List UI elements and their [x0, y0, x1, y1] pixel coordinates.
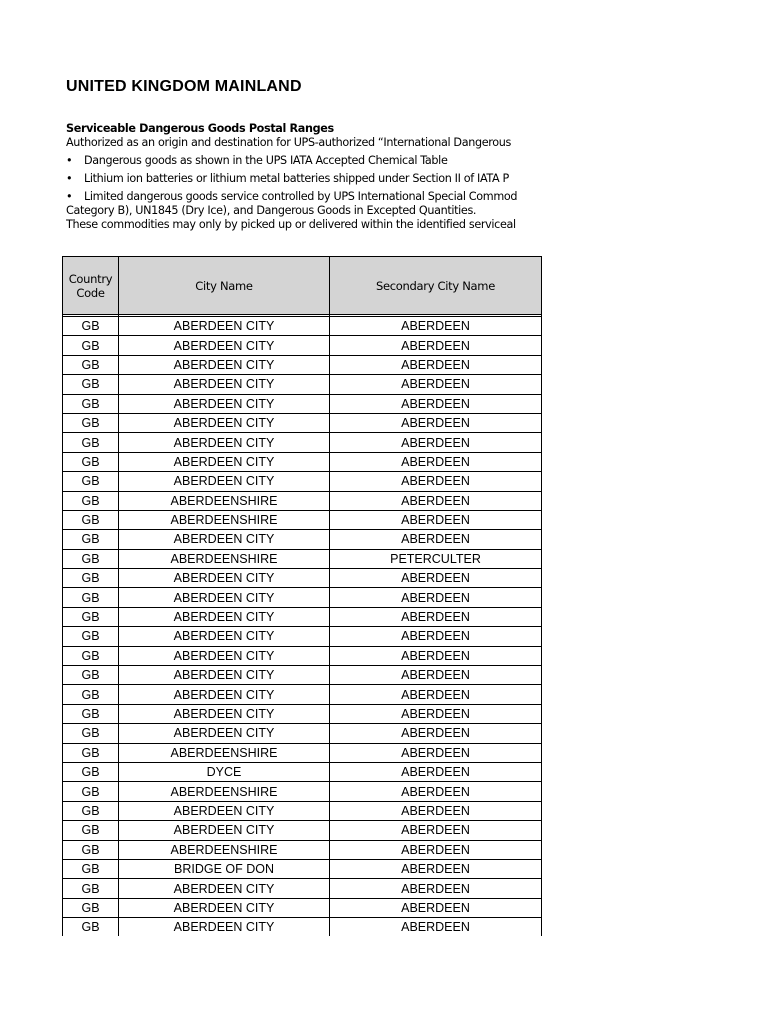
page-title: UNITED KINGDOM MAINLAND: [66, 78, 302, 95]
cell-country-code: GB: [63, 452, 119, 471]
cell-country-code: GB: [63, 491, 119, 510]
cell-city-name: ABERDEENSHIRE: [119, 782, 330, 801]
cell-country-code: GB: [63, 840, 119, 859]
table-row: [63, 762, 543, 781]
cell-secondary-city-name: ABERDEEN: [330, 569, 542, 588]
cell-secondary-city-name: ABERDEEN: [330, 859, 542, 878]
table-row: [63, 472, 543, 491]
cell-country-code: GB: [63, 569, 119, 588]
table-row: [63, 336, 543, 355]
cell-next-column: [542, 821, 543, 840]
cell-next-column: [542, 336, 543, 355]
table-row: [63, 627, 543, 646]
cell-next-column: [542, 859, 543, 878]
cell-next-column: [542, 549, 543, 568]
table-row: [63, 724, 543, 743]
cell-next-column: [542, 627, 543, 646]
cell-secondary-city-name: ABERDEEN: [330, 879, 542, 898]
table-row: [63, 918, 543, 936]
intro-bullet-2: [66, 172, 542, 186]
cell-next-column: [542, 569, 543, 588]
cell-city-name: ABERDEEN CITY: [119, 472, 330, 491]
cell-secondary-city-name: ABERDEEN: [330, 782, 542, 801]
table-row: [63, 491, 543, 510]
cell-secondary-city-name: ABERDEEN: [330, 840, 542, 859]
cell-city-name: ABERDEEN CITY: [119, 355, 330, 374]
cell-country-code: GB: [63, 355, 119, 374]
table-row: [63, 859, 543, 878]
table-row: [63, 898, 543, 917]
cell-country-code: GB: [63, 413, 119, 432]
header-secondary-city-name: Secondary City Name: [330, 257, 542, 315]
table-row: [63, 840, 543, 859]
cell-secondary-city-name: ABERDEEN: [330, 413, 542, 432]
table-row: [63, 510, 543, 529]
cell-next-column: [542, 375, 543, 394]
cell-next-column: [542, 666, 543, 685]
cell-city-name: ABERDEEN CITY: [119, 724, 330, 743]
cell-next-column: [542, 355, 543, 374]
cell-next-column: [542, 317, 543, 336]
table-row: [63, 355, 543, 374]
cell-city-name: ABERDEEN CITY: [119, 821, 330, 840]
cell-country-code: GB: [63, 375, 119, 394]
cell-next-column: [542, 685, 543, 704]
intro-heading: Serviceable Dangerous Goods Postal Ranges: [66, 122, 334, 135]
cell-secondary-city-name: ABERDEEN: [330, 336, 542, 355]
cell-country-code: GB: [63, 510, 119, 529]
cell-secondary-city-name: ABERDEEN: [330, 801, 542, 820]
cell-next-column: [542, 782, 543, 801]
cell-city-name: ABERDEEN CITY: [119, 530, 330, 549]
cell-next-column: [542, 743, 543, 762]
cell-city-name: ABERDEEN CITY: [119, 336, 330, 355]
cell-city-name: ABERDEEN CITY: [119, 588, 330, 607]
cell-secondary-city-name: ABERDEEN: [330, 898, 542, 917]
postal-range-table-container: [62, 256, 542, 936]
cell-city-name: ABERDEEN CITY: [119, 375, 330, 394]
cell-secondary-city-name: ABERDEEN: [330, 724, 542, 743]
cell-secondary-city-name: ABERDEEN: [330, 530, 542, 549]
cell-country-code: GB: [63, 549, 119, 568]
cell-country-code: GB: [63, 607, 119, 626]
cell-city-name: ABERDEENSHIRE: [119, 840, 330, 859]
table-body: [63, 315, 543, 937]
cell-country-code: GB: [63, 685, 119, 704]
cell-country-code: GB: [63, 801, 119, 820]
cell-secondary-city-name: ABERDEEN: [330, 646, 542, 665]
cell-next-column: [542, 724, 543, 743]
cell-city-name: ABERDEEN CITY: [119, 879, 330, 898]
cell-country-code: GB: [63, 782, 119, 801]
table-row: [63, 704, 543, 723]
cell-next-column: [542, 510, 543, 529]
cell-secondary-city-name: ABERDEEN: [330, 472, 542, 491]
table-row: [63, 317, 543, 336]
intro-continuation: Category B), UN1845 (Dry Ice), and Dangerous Goods in Excepted Quantities.: [66, 204, 477, 217]
cell-city-name: ABERDEEN CITY: [119, 452, 330, 471]
cell-next-column: [542, 413, 543, 432]
table-row: [63, 782, 543, 801]
cell-city-name: ABERDEEN CITY: [119, 317, 330, 336]
cell-secondary-city-name: ABERDEEN: [330, 743, 542, 762]
bullet-2-text: Lithium ion batteries or lithium metal batteries shipped under Section II of IATA P: [84, 172, 509, 185]
intro-note: These commodities may only by picked up or delivered within the identified serviceal: [66, 218, 516, 231]
postal-range-table: [62, 256, 542, 936]
header-country-code: Country Code: [63, 257, 119, 315]
cell-secondary-city-name: ABERDEEN: [330, 666, 542, 685]
bullet-1-text: Dangerous goods as shown in the UPS IATA Accepted Chemical Table: [84, 154, 448, 167]
cell-secondary-city-name: ABERDEEN: [330, 510, 542, 529]
cell-country-code: GB: [63, 704, 119, 723]
cell-city-name: ABERDEEN CITY: [119, 918, 330, 936]
intro-authorized-text: Authorized as an origin and destination for UPS-authorized “International Dangerous: [66, 136, 511, 149]
table-row: [63, 569, 543, 588]
cell-country-code: GB: [63, 762, 119, 781]
cell-next-column: [542, 918, 543, 936]
table-row: [63, 433, 543, 452]
cell-country-code: GB: [63, 646, 119, 665]
cell-next-column: [542, 433, 543, 452]
cell-secondary-city-name: ABERDEEN: [330, 918, 542, 936]
cell-city-name: ABERDEEN CITY: [119, 704, 330, 723]
cell-country-code: GB: [63, 918, 119, 936]
cell-country-code: GB: [63, 743, 119, 762]
cell-city-name: ABERDEEN CITY: [119, 413, 330, 432]
cell-secondary-city-name: ABERDEEN: [330, 394, 542, 413]
cell-country-code: GB: [63, 859, 119, 878]
intro-section: [66, 122, 542, 232]
cell-country-code: GB: [63, 530, 119, 549]
cell-next-column: [542, 472, 543, 491]
cell-country-code: GB: [63, 627, 119, 646]
cell-city-name: ABERDEENSHIRE: [119, 510, 330, 529]
cell-next-column: [542, 452, 543, 471]
cell-next-column: [542, 394, 543, 413]
header-next-column: [542, 257, 543, 315]
cell-secondary-city-name: ABERDEEN: [330, 588, 542, 607]
table-row: [63, 588, 543, 607]
cell-city-name: ABERDEEN CITY: [119, 433, 330, 452]
cell-city-name: BRIDGE OF DON: [119, 859, 330, 878]
cell-next-column: [542, 879, 543, 898]
table-row: [63, 685, 543, 704]
cell-city-name: ABERDEEN CITY: [119, 666, 330, 685]
cell-next-column: [542, 762, 543, 781]
cell-secondary-city-name: PETERCULTER: [330, 549, 542, 568]
cell-next-column: [542, 801, 543, 820]
cell-country-code: GB: [63, 394, 119, 413]
table-row: [63, 879, 543, 898]
cell-secondary-city-name: ABERDEEN: [330, 762, 542, 781]
table-row: [63, 821, 543, 840]
intro-bullet-3: [66, 190, 542, 204]
cell-next-column: [542, 607, 543, 626]
cell-secondary-city-name: ABERDEEN: [330, 433, 542, 452]
table-row: [63, 743, 543, 762]
cell-city-name: ABERDEEN CITY: [119, 627, 330, 646]
table-row: [63, 801, 543, 820]
cell-city-name: ABERDEEN CITY: [119, 394, 330, 413]
cell-country-code: GB: [63, 433, 119, 452]
cell-country-code: GB: [63, 821, 119, 840]
cell-city-name: ABERDEENSHIRE: [119, 491, 330, 510]
cell-next-column: [542, 840, 543, 859]
cell-country-code: GB: [63, 336, 119, 355]
table-row: [63, 607, 543, 626]
table-row: [63, 375, 543, 394]
cell-country-code: GB: [63, 898, 119, 917]
bullet-3-text: Limited dangerous goods service controlled by UPS International Special Commod: [84, 190, 518, 203]
cell-city-name: ABERDEEN CITY: [119, 607, 330, 626]
table-row: [63, 666, 543, 685]
cell-city-name: ABERDEEN CITY: [119, 569, 330, 588]
cell-next-column: [542, 646, 543, 665]
cell-secondary-city-name: ABERDEEN: [330, 607, 542, 626]
cell-next-column: [542, 491, 543, 510]
cell-city-name: ABERDEEN CITY: [119, 801, 330, 820]
cell-secondary-city-name: ABERDEEN: [330, 491, 542, 510]
cell-secondary-city-name: ABERDEEN: [330, 821, 542, 840]
header-city-name: City Name: [119, 257, 330, 315]
cell-secondary-city-name: ABERDEEN: [330, 685, 542, 704]
bullet-icon: •: [66, 154, 73, 167]
table-row: [63, 394, 543, 413]
cell-secondary-city-name: ABERDEEN: [330, 627, 542, 646]
cell-secondary-city-name: ABERDEEN: [330, 704, 542, 723]
cell-country-code: GB: [63, 588, 119, 607]
cell-city-name: ABERDEENSHIRE: [119, 549, 330, 568]
cell-next-column: [542, 530, 543, 549]
cell-next-column: [542, 588, 543, 607]
table-row: [63, 413, 543, 432]
table-header-row: [63, 257, 543, 315]
cell-secondary-city-name: ABERDEEN: [330, 355, 542, 374]
table-row: [63, 549, 543, 568]
table-row: [63, 452, 543, 471]
cell-city-name: ABERDEEN CITY: [119, 646, 330, 665]
cell-next-column: [542, 704, 543, 723]
bullet-icon: •: [66, 190, 73, 203]
cell-city-name: ABERDEEN CITY: [119, 685, 330, 704]
table-row: [63, 530, 543, 549]
cell-city-name: ABERDEEN CITY: [119, 898, 330, 917]
cell-secondary-city-name: ABERDEEN: [330, 317, 542, 336]
cell-city-name: ABERDEENSHIRE: [119, 743, 330, 762]
cell-country-code: GB: [63, 472, 119, 491]
cell-secondary-city-name: ABERDEEN: [330, 452, 542, 471]
cell-country-code: GB: [63, 879, 119, 898]
cell-country-code: GB: [63, 317, 119, 336]
cell-country-code: GB: [63, 724, 119, 743]
cell-next-column: [542, 898, 543, 917]
intro-bullet-1: [66, 154, 542, 168]
cell-city-name: DYCE: [119, 762, 330, 781]
bullet-icon: •: [66, 172, 73, 185]
cell-country-code: GB: [63, 666, 119, 685]
cell-secondary-city-name: ABERDEEN: [330, 375, 542, 394]
table-row: [63, 646, 543, 665]
